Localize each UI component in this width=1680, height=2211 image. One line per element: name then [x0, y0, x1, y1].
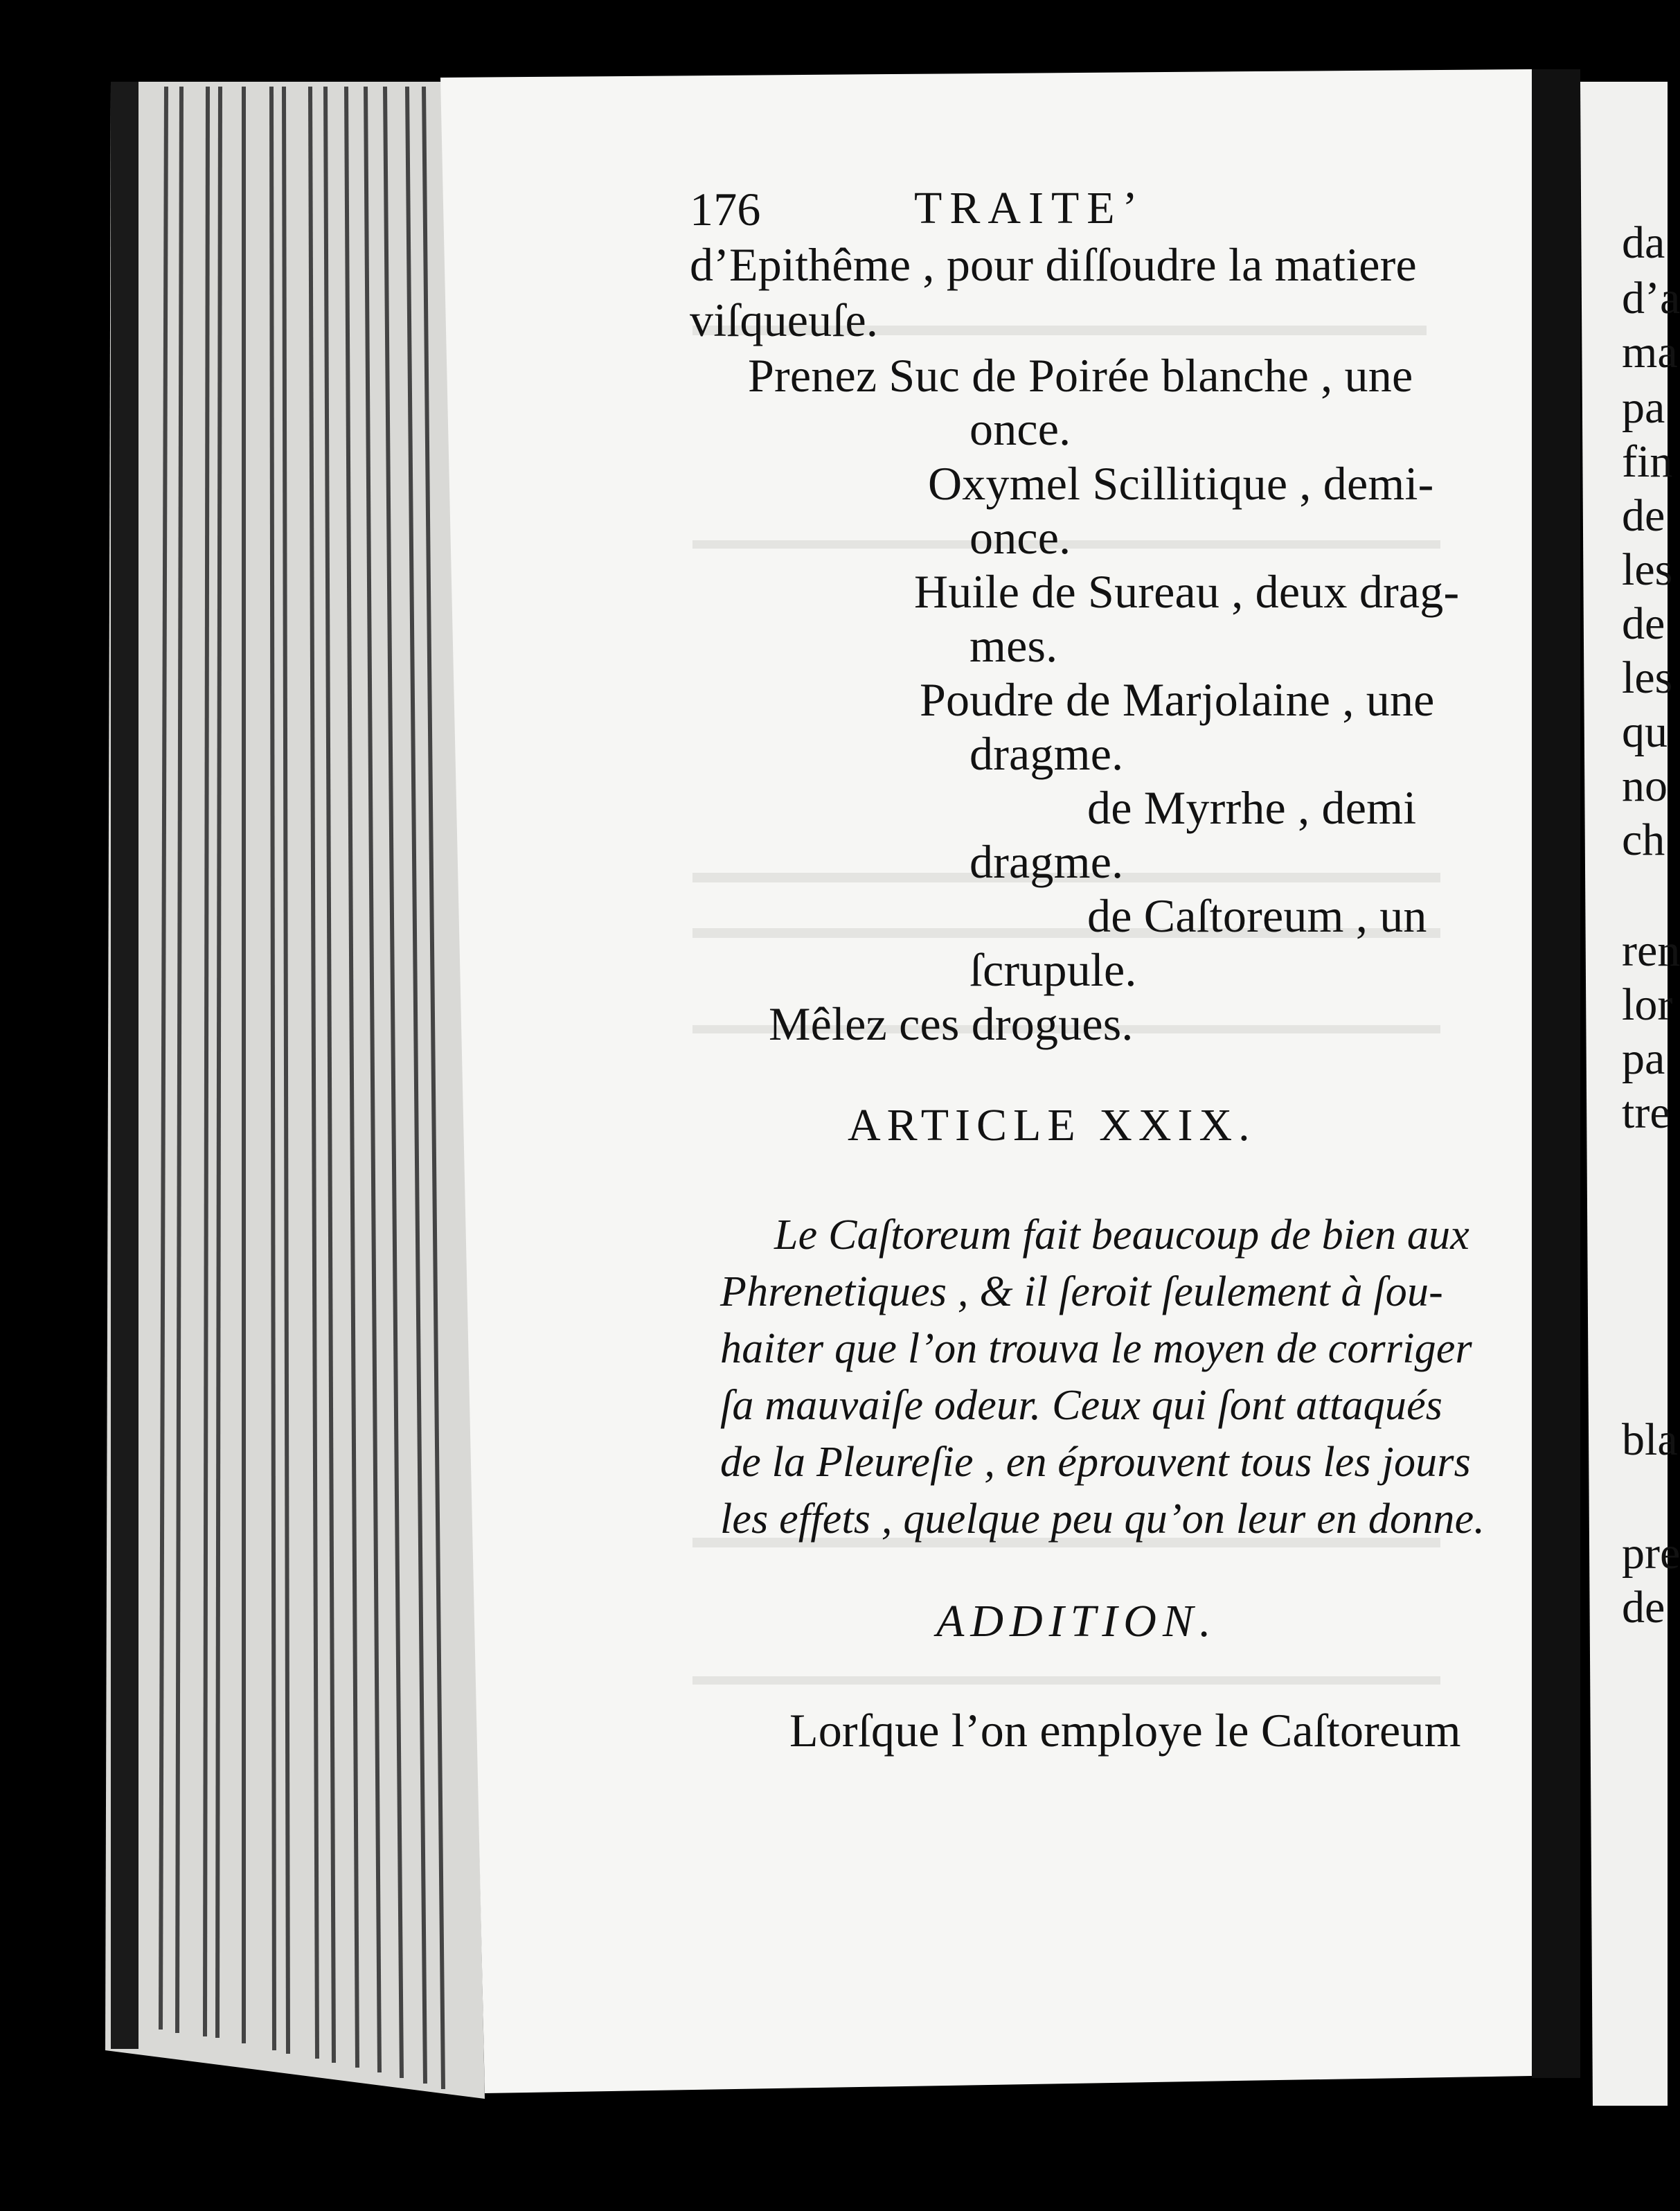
facing-fragment: de [1622, 598, 1665, 649]
facing-fragment: lor [1622, 979, 1673, 1030]
recipe-line-6: mes. [969, 619, 1058, 672]
facing-fragment: qu [1622, 707, 1668, 757]
recipe-line-10: dragme. [969, 835, 1124, 888]
page-number: 176 [690, 183, 761, 236]
facing-fragment: bla [1622, 1414, 1678, 1465]
facing-fragment: de [1622, 490, 1665, 541]
facing-fragment: de [1622, 1582, 1665, 1633]
facing-fragment: fin [1622, 436, 1673, 487]
recipe-line-2: once. [969, 402, 1071, 455]
intro-line-2: viſqueuſe. [690, 294, 879, 346]
facing-fragment: ma [1622, 327, 1678, 378]
addition-first-line: Lorſque l’on employe le Caſtoreum [789, 1704, 1461, 1757]
facing-fragment: pa [1622, 382, 1665, 433]
article-line-6: les effets , quelque peu qu’on leur en donne. [720, 1495, 1485, 1543]
facing-fragment: da [1622, 217, 1665, 268]
recipe-line-12: ſcrupule. [969, 943, 1137, 996]
article-line-1: Le Caſtoreum fait beaucoup de bien aux [774, 1211, 1470, 1259]
article-line-2: Phrenetiques , & il ſeroit ſeulement à ſou- [720, 1268, 1444, 1315]
recipe-line-5: Huile de Sureau , deux drag- [914, 565, 1460, 618]
facing-fragment: les [1622, 652, 1673, 703]
facing-fragment: pre [1622, 1528, 1680, 1579]
recipe-line-7: Poudre de Marjolaine , une [920, 673, 1435, 726]
facing-fragment: tre [1622, 1087, 1670, 1138]
recipe-line-4: once. [969, 511, 1071, 564]
article-line-3: haiter que l’on trouva le moyen de corriger [720, 1325, 1472, 1372]
recipe-line-1: Prenez Suc de Poirée blanche , une [748, 349, 1413, 402]
facing-fragment: pa [1622, 1033, 1665, 1084]
article-line-4: ſa mauvaiſe odeur. Ceux qui ſont attaqués [720, 1382, 1443, 1429]
facing-fragment: ch [1622, 815, 1665, 865]
intro-line-1: d’Epithême , pour diſſoudre la matiere [690, 238, 1417, 291]
recipe-line-8: dragme. [969, 727, 1124, 780]
facing-fragment: les [1622, 544, 1673, 595]
facing-fragment: d’a [1622, 273, 1680, 323]
article-heading: ARTICLE XXIX. [848, 1100, 1256, 1151]
running-head: TRAITE’ [914, 183, 1145, 233]
facing-fragment: no [1622, 761, 1668, 811]
recipe-line-13: Mêlez ces drogues. [769, 997, 1134, 1050]
recipe-line-9: de Myrrhe , demi [1087, 781, 1417, 834]
article-line-5: de la Pleureſie , en éprouvent tous les jours [720, 1439, 1472, 1486]
recipe-line-11: de Caſtoreum , un [1087, 889, 1427, 942]
recipe-line-3: Oxymel Scillitique , demi- [928, 457, 1434, 510]
facing-fragment: ren [1622, 925, 1680, 976]
addition-heading: ADDITION. [936, 1596, 1217, 1646]
